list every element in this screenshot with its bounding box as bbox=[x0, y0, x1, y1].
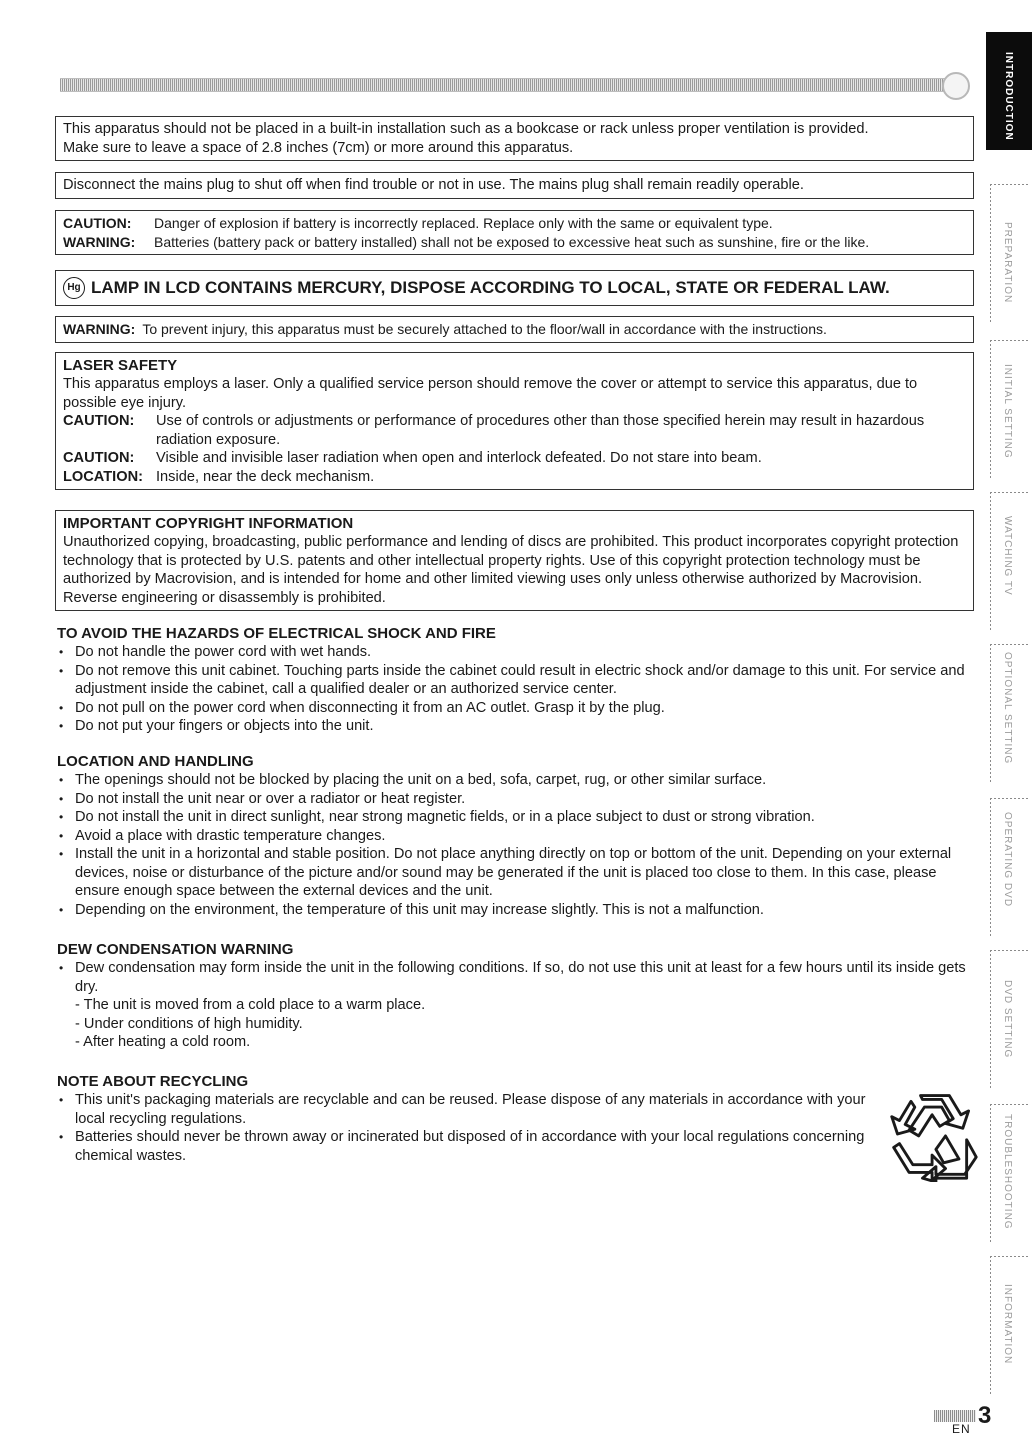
battery-caution-row bbox=[63, 214, 966, 233]
sidebar-tab-border bbox=[990, 1256, 991, 1396]
wall-warning-row bbox=[63, 320, 966, 339]
location-section-title: LOCATION AND HANDLING bbox=[57, 753, 254, 770]
ventilation-line-1: This apparatus should not be placed in a built-in installation such as a bookcase or rack unless proper ventilation is provided. bbox=[63, 121, 869, 137]
ventilation-line-2: Make sure to leave a space of 2.8 inches (7cm) or more around this apparatus. bbox=[63, 139, 574, 156]
laser-caution-2-row bbox=[63, 449, 966, 468]
list-item: • Dew condensation may form inside the unit in the following conditions. If so, do not use this unit at least for a few hours until its inside gets dry. bbox=[57, 959, 967, 996]
sidebar-separator bbox=[990, 1104, 1030, 1105]
sidebar-tab-border bbox=[990, 950, 991, 1090]
laser-safety-box bbox=[55, 352, 974, 490]
sidebar-separator bbox=[990, 644, 1030, 645]
laser-location-row bbox=[63, 468, 966, 487]
list-item: • Batteries should never be thrown away or incinerated but disposed of in accordance with your local regulations concerning chemical wastes. bbox=[57, 1128, 887, 1165]
location-handling-section bbox=[57, 752, 967, 919]
list-item: • Do not handle the power cord with wet hands. bbox=[57, 643, 967, 662]
mercury-hg-icon: Hg bbox=[63, 277, 85, 299]
sidebar-tab-preparation[interactable]: PREPARATION bbox=[1002, 222, 1013, 304]
sidebar-separator bbox=[990, 950, 1030, 951]
recycling-section-title: NOTE ABOUT RECYCLING bbox=[57, 1073, 249, 1090]
mercury-lamp-text: LAMP IN LCD CONTAINS MERCURY, DISPOSE ACCORDING TO LOCAL, STATE OR FEDERAL LAW. bbox=[91, 278, 890, 297]
sidebar-tab-dvd-setting[interactable]: DVD SETTING bbox=[1002, 980, 1013, 1059]
sidebar-separator bbox=[990, 798, 1030, 799]
list-item: • Install the unit in a horizontal and stable position. Do not place anything directly on top or bottom of the unit. Depending on your external devices, noise or disturbance of the picture and/or sound may be generated if the unit is placed too close to them. In this case, please ensure enough space between the external devices and the unit. bbox=[57, 845, 967, 901]
copyright-text: Unauthorized copying, broadcasting, public performance and lending of discs are prohibited. This product incorporates copyright protection technology that is protected by U.S. patents and other intellectual property rights. Use of this copyright protection technology must be authorized by Macrovision, and is intended for home and other limited viewing uses only unless otherwise authorized by Macrovision. Reverse engineering or disassembly is prohibited. bbox=[63, 534, 959, 606]
list-item: • Do not install the unit near or over a radiator or heat register. bbox=[57, 790, 967, 809]
dew-sub-item: - Under conditions of high humidity. bbox=[75, 1015, 303, 1032]
laser-intro-text: This apparatus employs a laser. Only a qualified service person should remove the cover or attempt to service this apparatus, due to possible eye injury. bbox=[63, 376, 918, 411]
recycle-icon bbox=[886, 1086, 982, 1182]
sidebar-separator bbox=[990, 1256, 1030, 1257]
warning-text: Batteries (battery pack or battery installed) shall not be exposed to excessive heat such as sunshine, fire or the like. bbox=[154, 233, 870, 250]
sidebar-tab-border bbox=[990, 1104, 991, 1244]
wall-warning-text: To prevent injury, this apparatus must be securely attached to the floor/wall in accordance with the instructions. bbox=[142, 321, 827, 337]
page-number: 3 bbox=[978, 1402, 992, 1429]
wall-warning-label: WARNING: bbox=[63, 321, 136, 337]
sidebar-separator bbox=[990, 340, 1030, 341]
laser-safety-title: LASER SAFETY bbox=[63, 357, 178, 374]
list-item: • Do not pull on the power cord when disconnecting it from an AC outlet. Grasp it by the plug. bbox=[57, 699, 967, 718]
laser-caution-1-row bbox=[63, 412, 966, 449]
sidebar-tab-information[interactable]: INFORMATION bbox=[1002, 1284, 1013, 1365]
dew-list bbox=[57, 959, 967, 996]
mercury-lamp-notice bbox=[60, 276, 969, 300]
mains-plug-notice-box bbox=[55, 172, 974, 199]
sidebar-tab-border bbox=[990, 492, 991, 632]
sidebar-tab-operating-dvd[interactable]: OPERATING DVD bbox=[1002, 812, 1013, 908]
dew-sub-item: - The unit is moved from a cold place to a warm place. bbox=[75, 997, 426, 1013]
sidebar-separator bbox=[990, 492, 1030, 493]
dew-sub-item: - After heating a cold room. bbox=[75, 1034, 251, 1050]
electrical-shock-section bbox=[57, 624, 967, 736]
top-decorative-rule bbox=[60, 78, 950, 92]
top-circle-ornament bbox=[942, 72, 970, 100]
location-list bbox=[57, 771, 967, 919]
list-item: • Avoid a place with drastic temperature changes. bbox=[57, 827, 967, 846]
wall-attachment-warning-box bbox=[55, 316, 974, 343]
caution-text: Danger of explosion if battery is incorrectly replaced. Replace only with the same or equivalent type. bbox=[154, 215, 773, 231]
list-item: • Depending on the environment, the temperature of this unit may increase slightly. This is not a malfunction. bbox=[57, 901, 967, 920]
warning-label: WARNING: bbox=[63, 233, 136, 250]
battery-warning-row bbox=[63, 233, 966, 252]
recycling-list bbox=[57, 1091, 887, 1165]
list-item: • The openings should not be blocked by placing the unit on a bed, sofa, carpet, rug, or other similar surface. bbox=[57, 771, 967, 790]
copyright-title: IMPORTANT COPYRIGHT INFORMATION bbox=[63, 515, 354, 532]
copyright-info-box bbox=[55, 510, 974, 611]
page-number-ornament bbox=[934, 1410, 976, 1422]
sidebar-tab-troubleshooting[interactable]: TROUBLESHOOTING bbox=[1002, 1114, 1013, 1230]
laser-caution-1-text: Use of controls or adjustments or performance of procedures other than those specified herein may result in hazardous radiation exposure. bbox=[156, 413, 925, 448]
recycling-section bbox=[57, 1072, 887, 1165]
list-item: • Do not install the unit in direct sunlight, near strong magnetic fields, or in a place subject to dust or strong vibration. bbox=[57, 808, 967, 827]
dew-section-title: DEW CONDENSATION WARNING bbox=[57, 941, 294, 958]
sidebar-tab-border bbox=[990, 798, 991, 938]
sidebar-tab-optional-setting[interactable]: OPTIONAL SETTING bbox=[1002, 652, 1013, 765]
laser-location-label: LOCATION: bbox=[63, 468, 143, 485]
laser-caution-2-text: Visible and invisible laser radiation when open and interlock defeated. Do not stare into beam. bbox=[156, 450, 762, 466]
laser-location-text: Inside, near the deck mechanism. bbox=[156, 468, 375, 485]
language-code: EN bbox=[952, 1422, 971, 1436]
list-item: • Do not put your fingers or objects into the unit. bbox=[57, 717, 967, 736]
sidebar-tab-border bbox=[990, 644, 991, 784]
ventilation-notice-box bbox=[55, 116, 974, 161]
sidebar-tab-initial-setting[interactable]: INITIAL SETTING bbox=[1002, 364, 1013, 459]
mercury-lamp-box bbox=[55, 270, 974, 306]
battery-caution-box bbox=[55, 210, 974, 255]
sidebar-separator bbox=[990, 184, 1030, 185]
mains-plug-text: Disconnect the mains plug to shut off when find trouble or not in use. The mains plug shall remain readily operable. bbox=[63, 177, 804, 193]
list-item: • This unit's packaging materials are recyclable and can be reused. Please dispose of any materials in accordance with your local recycling regulations. bbox=[57, 1091, 887, 1128]
sidebar-tab-introduction[interactable]: INTRODUCTION bbox=[1003, 52, 1014, 141]
sidebar-tab-border bbox=[990, 340, 991, 480]
laser-caution-1-label: CAUTION: bbox=[63, 413, 135, 429]
laser-caution-2-label: CAUTION: bbox=[63, 450, 135, 466]
list-item: • Do not remove this unit cabinet. Touching parts inside the cabinet could result in electric shock and/or damage to this unit. For service and adjustment inside the cabinet, call a qualified dealer or an authorized service center. bbox=[57, 662, 967, 699]
sidebar-tab-border bbox=[990, 184, 991, 324]
sidebar-tab-watching-tv[interactable]: WATCHING TV bbox=[1002, 516, 1013, 596]
shock-section-title: TO AVOID THE HAZARDS OF ELECTRICAL SHOCK AND FIRE bbox=[57, 625, 496, 642]
shock-list bbox=[57, 643, 967, 736]
dew-condensation-section bbox=[57, 940, 967, 1052]
caution-label: CAUTION: bbox=[63, 215, 132, 231]
